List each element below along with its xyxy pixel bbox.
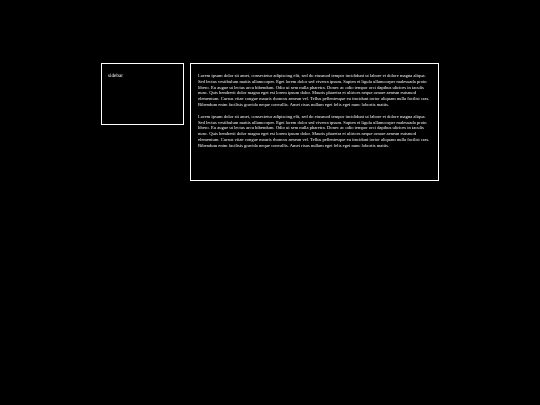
paragraph: Lorem ipsum dolor sit amet, consectetur adipiscing elit, sed do eiusmod tempor incididunt ut labore et dolore magna aliqua. Sed lectus vestibulum mattis ullamcorper. Eget lorem dolor sed viverra ipsum. Sapien et ligula ullamcorper malesuada proin libero. Eu augue ut lectus arcu bibendum. Odio ut sem nulla pharetra. Donec ac odio tempor orci dapibus ultrices in iaculis nunc. Quis hendrerit dolor magna eget est lorem ipsum dolor. Mauris pharetra et ultrices neque ornare aenean euismod elementum. Cursus vitae congue mauris rhoncus aenean vel. Tellus pellentesque eu tincidunt tortor aliquam nulla facilisi cras. Bibendum enim facilisis gravida neque convallis. Amet risus nullam eget felis eget nunc lobortis mattis. [198,73,430,107]
paragraph: Lorem ipsum dolor sit amet, consectetur adipiscing elit, sed do eiusmod tempor incididunt ut labore et dolore magna aliqua. Sed lectus vestibulum mattis ullamcorper. Eget lorem dolor sed viverra ipsum. Sapien et ligula ullamcorper malesuada proin libero. Eu augue ut lectus arcu bibendum. Odio ut sem nulla pharetra. Donec ac odio tempor orci dapibus ultrices in iaculis nunc. Quis hendrerit dolor magna eget est lorem ipsum dolor. Mauris pharetra et ultrices neque ornare aenean euismod elementum. Cursus vitae congue mauris rhoncus aenean vel. Tellus pellentesque eu tincidunt tortor aliquam nulla facilisi cras. Bibendum enim facilisis gravida neque convallis. Amet risus nullam eget felis eget nunc lobortis mattis. [198,113,430,148]
main-content [190,63,439,181]
sidebar [101,63,184,125]
sidebar-label: sidebar [108,73,123,79]
